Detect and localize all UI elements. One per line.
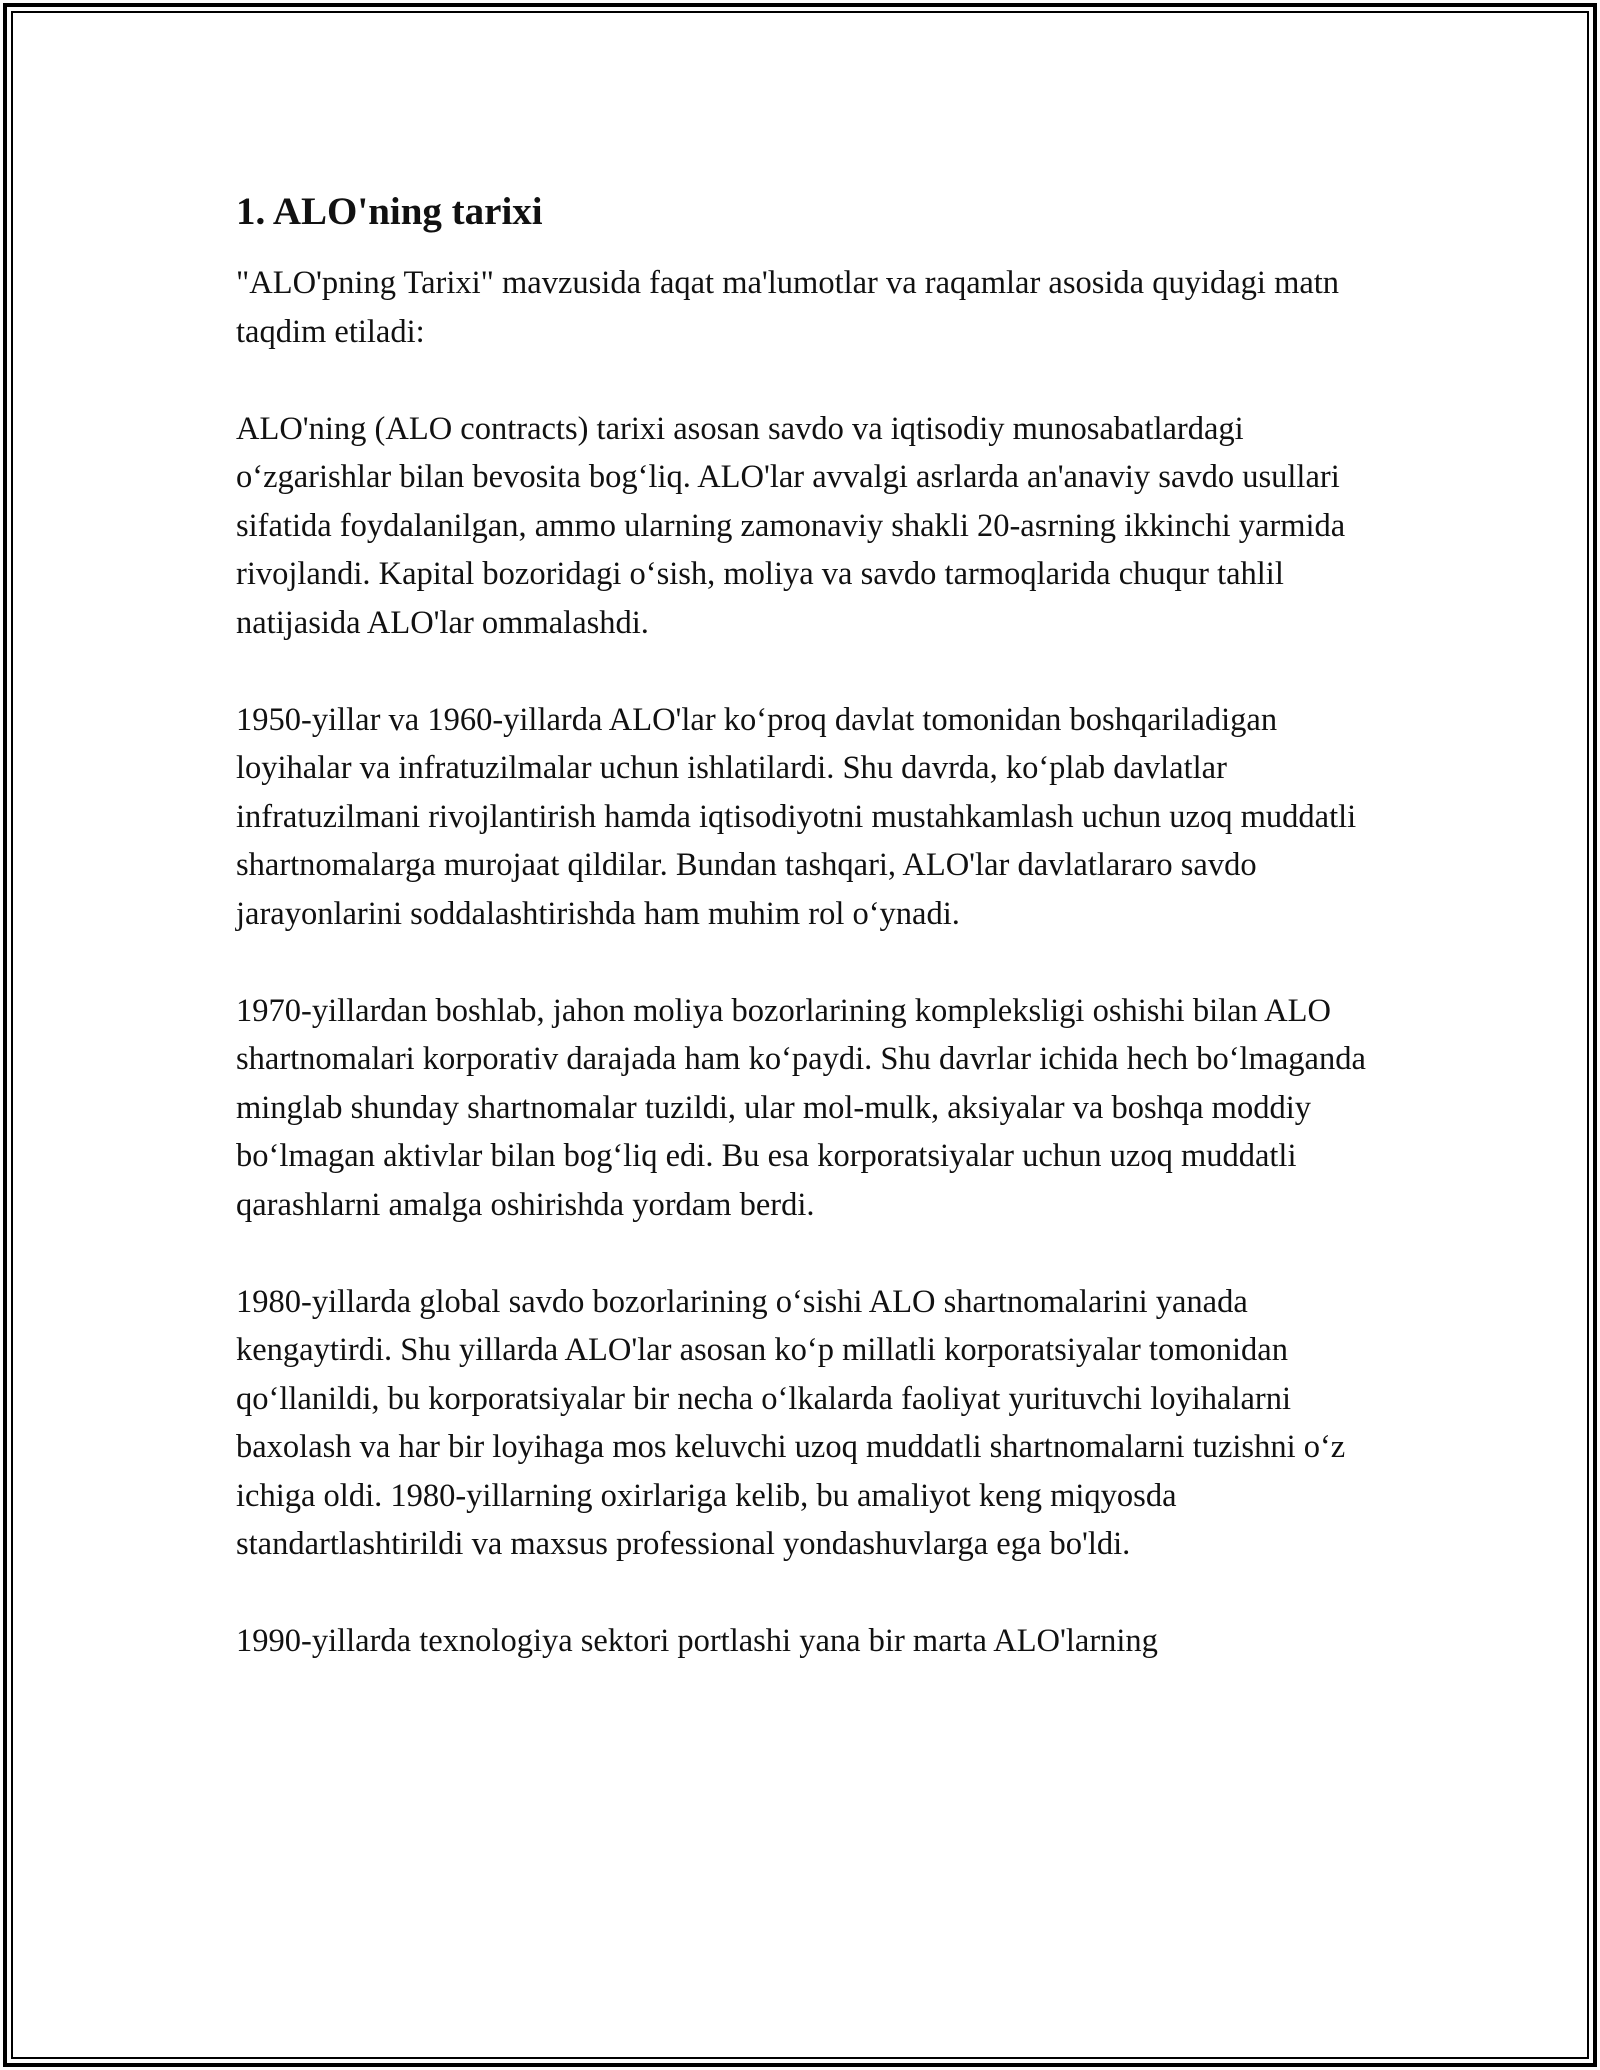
paragraph-1990s: 1990-yillarda texnologiya sektori portlashi yana bir marta ALO'larning xyxy=(236,1623,1158,1659)
document-body xyxy=(236,186,1366,1666)
paragraph-1950s: 1950-yillar va 1960-yillarda ALO'lar koʻproq davlat tomonidan boshqariladigan loyihalar va infratuzilmalar uchun ishlatilardi. Shu davrda, koʻplab davlatlar infratuzilmani rivojlantirish hamda iqtisodiyotni mustahkamlash uchun uzoq muddatli shartnomalarga murojaat qildilar. Bundan tashqari, ALO'lar davlatlararo savdo jarayonlarini soddalashtirishda ham muhim rol oʻynadi. xyxy=(236,701,1357,932)
section-heading: 1. ALO'ning tarixi xyxy=(236,190,543,233)
paragraph-intro: "ALO'pning Tarixi" mavzusida faqat ma'lumotlar va raqamlar asosida quyidagi matn taqdim etiladi: xyxy=(236,265,1340,350)
paragraph-1980s: 1980-yillarda global savdo bozorlarining oʻsishi ALO shartnomalarini yanada kengaytirdi. Shu yillarda ALO'lar asosan koʻp millatli korporatsiyalar tomonidan qoʻllanildi, bu korporatsiyalar bir necha oʻlkalarda faoliyat yurituvchi loyihalarni baxolash va har bir loyihaga mos keluvchi uzoq muddatli shartnomalarni tuzishni oʻz ichiga oldi. 1980-yillarning oxirlariga kelib, bu amaliyot keng miqyosda standartlashtirildi va maxsus professional yondashuvlarga ega bo'ldi. xyxy=(236,1283,1346,1562)
paragraph-origins: ALO'ning (ALO contracts) tarixi asosan savdo va iqtisodiy munosabatlardagi oʻzgarishlar bilan bevosita bogʻliq. ALO'lar avvalgi asrlarda an'anaviy savdo usullari sifatida foydalanilgan, ammo ularning zamonaviy shakli 20-asrning ikkinchi yarmida rivojlandi. Kapital bozoridagi oʻsish, moliya va savdo tarmoqlarida chuqur tahlil natijasida ALO'lar ommalashdi. xyxy=(236,410,1346,641)
paragraph-1970s: 1970-yillardan boshlab, jahon moliya bozorlarining kompleksligi oshishi bilan ALO shartnomalari korporativ darajada ham koʻpaydi. Shu davrlar ichida hech boʻlmaganda minglab shunday shartnomalar tuzildi, ular mol-mulk, aksiyalar va boshqa moddiy boʻlmagan aktivlar bilan bogʻliq edi. Bu esa korporatsiyalar uchun uzoq muddatli qarashlarni amalga oshirishda yordam berdi. xyxy=(236,992,1366,1223)
